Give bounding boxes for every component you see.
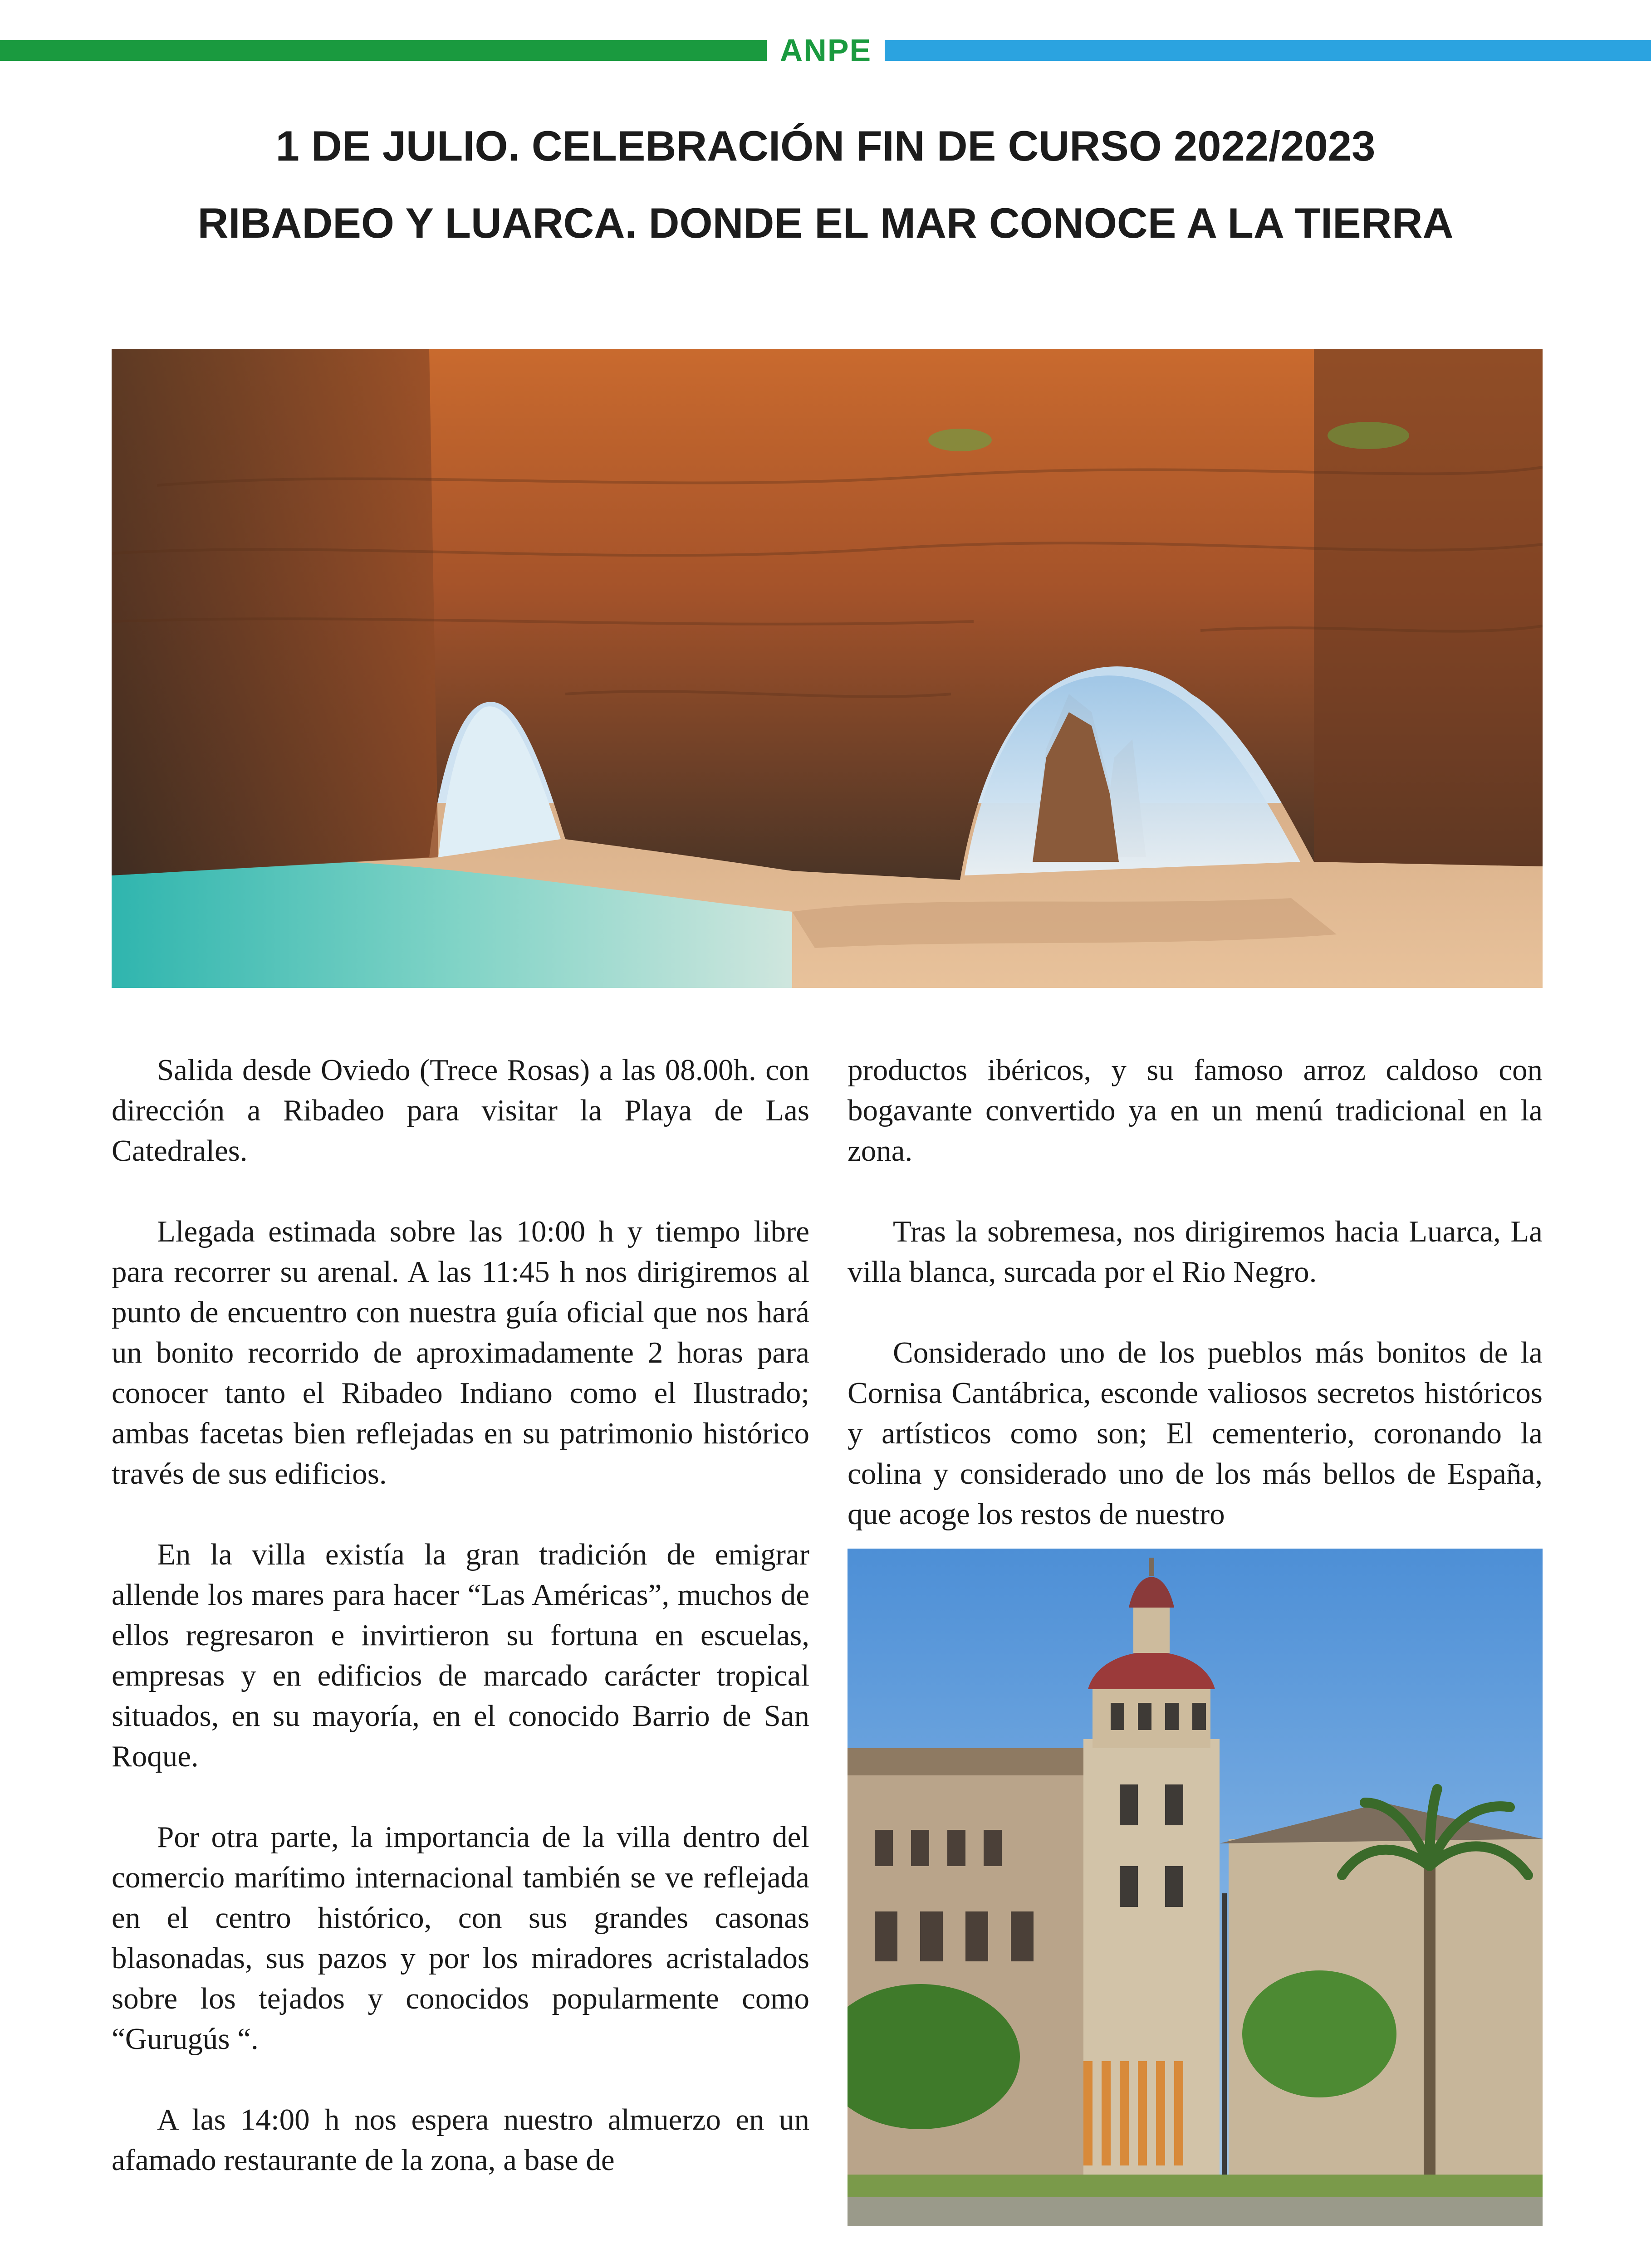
- paragraph-lunch: A las 14:00 h nos espera nuestro almuerzo en un afamado restaurante de la zona, a base de: [112, 2103, 809, 2177]
- paragraph-emigration: En la villa existía la gran tradición de emigrar allende los mares para hacer “Las Américas”, muchos de ellos regresaron e invirtieron su fortuna en escuelas, empresas y en edificios de marcado carácter tropical situados, en su mayoría, en el conocido Barrio de San Roque.: [112, 1538, 809, 1773]
- paragraph-luarca: Tras la sobremesa, nos dirigiremos hacia Luarca, La villa blanca, surcada por el Rio Negro.: [848, 1215, 1543, 1289]
- page-title-line1: 1 DE JULIO. CELEBRACIÓN FIN DE CURSO 2022/2023: [275, 122, 1376, 170]
- paragraph-arrival: Llegada estimada sobre las 10:00 h y tiempo libre para recorrer su arenal. A las 11:45 h nos dirigiremos al punto de encuentro con nuestra guía oficial que nos hará un bonito recorrido de aproximadamente 2 horas para conocer tanto el Ribadeo Indiano como el Ilustrado; ambas facetas bien reflejadas en su patrimonio histórico través de sus edificios.: [112, 1215, 809, 1491]
- left-text-column: [112, 1050, 809, 2180]
- building-photo: [848, 1549, 1543, 2226]
- header-bar-blue: [885, 40, 1651, 61]
- paragraph-lunch-continued: productos ibéricos, y su famoso arroz caldoso con bogavante convertido ya en un menú tradicional en la zona.: [848, 1053, 1543, 1168]
- beach-photo: [112, 349, 1543, 988]
- header-bar-green: [0, 40, 767, 61]
- paragraph-departure: Salida desde Oviedo (Trece Rosas) a las 08.00h. con dirección a Ribadeo para visitar la Playa de Las Catedrales.: [112, 1053, 809, 1168]
- paragraph-commerce: Por otra parte, la importancia de la villa dentro del comercio marítimo internacional también se ve reflejada en el centro histórico, con sus grandes casonas blasonadas, sus pazos y por los miradores acristalados sobre los tejados y conocidos popularmente como “Gurugús “.: [112, 1820, 809, 2056]
- brand-logo: ANPE: [779, 33, 872, 68]
- paragraph-cornisa: Considerado uno de los pueblos más bonitos de la Cornisa Cantábrica, esconde valiosos secretos históricos y artísticos como son; El cementerio, coronando la colina y considerado uno de los más bellos de España, que acoge los restos de nuestro: [848, 1336, 1543, 1531]
- page-title-line2: RIBADEO Y LUARCA. DONDE EL MAR CONOCE A LA TIERRA: [197, 199, 1454, 247]
- right-text-column: [848, 1050, 1543, 1535]
